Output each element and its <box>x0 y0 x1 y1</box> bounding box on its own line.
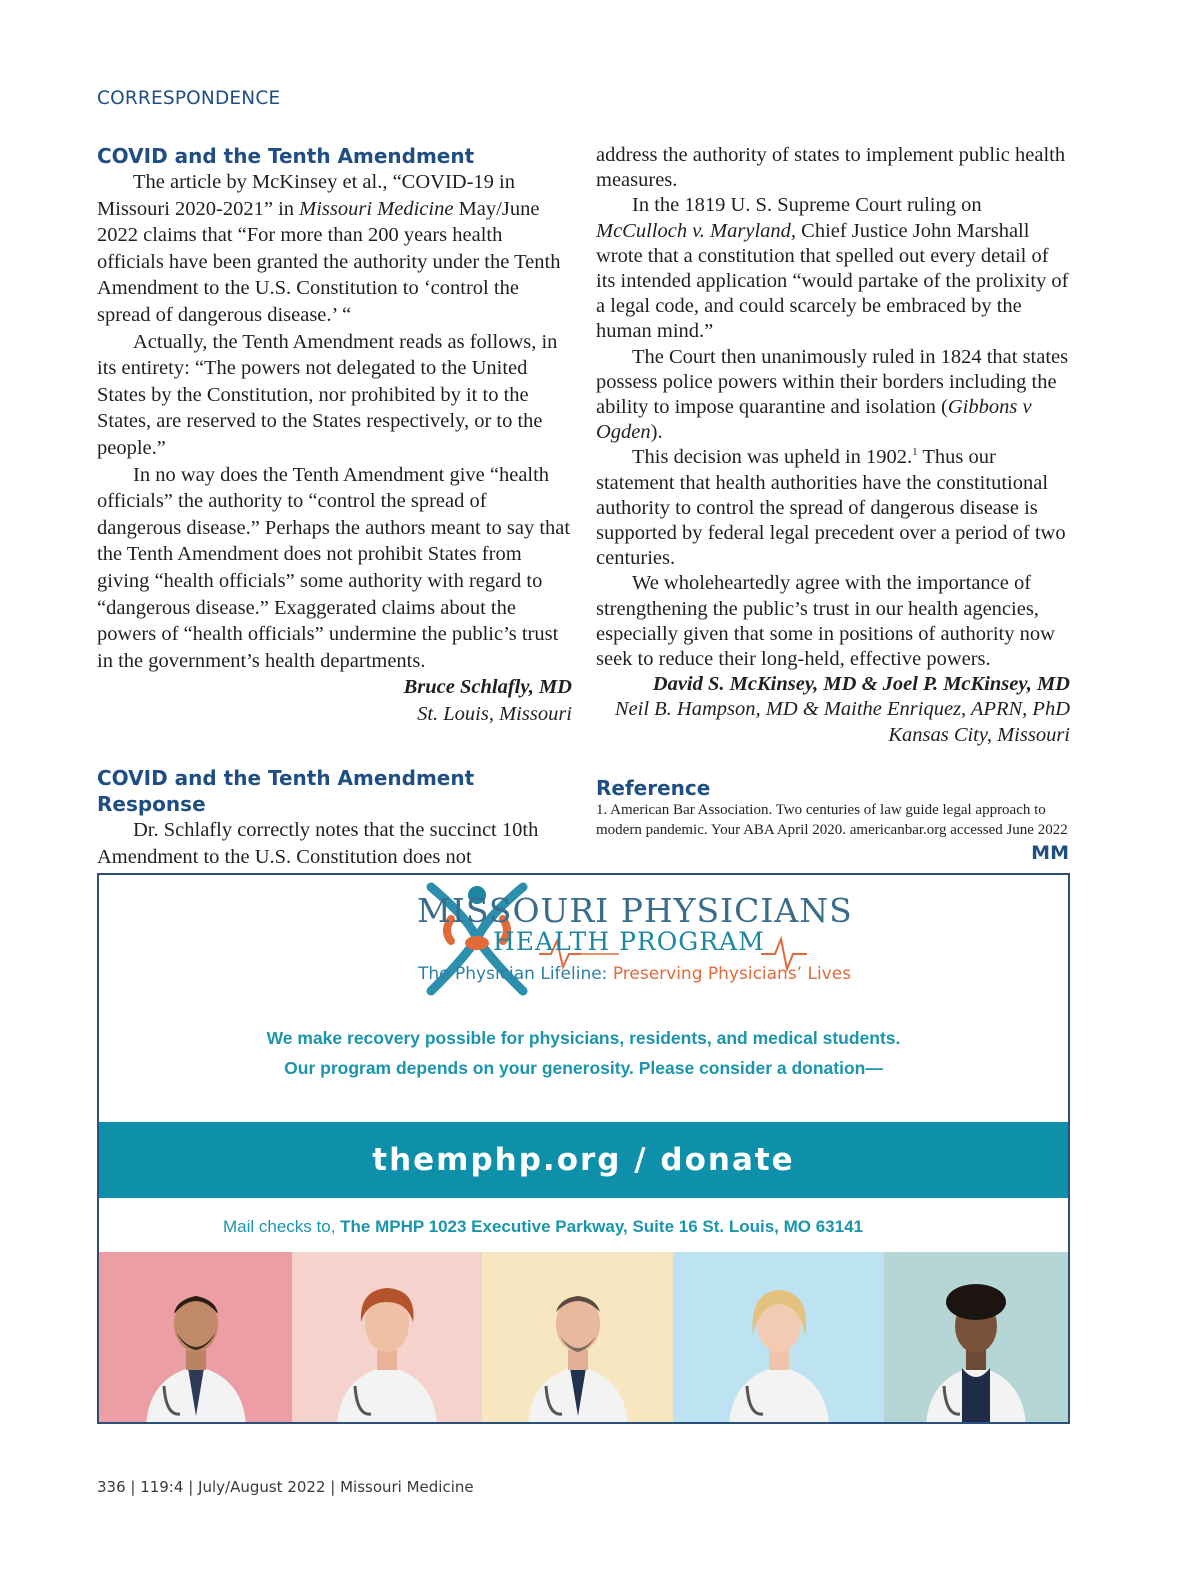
ad-message-1: We make recovery possible for physicians, residents, and medical students. <box>266 1028 901 1048</box>
response-paragraph-3: The Court then unanimously ruled in 1824 that states possess police powers within their borders including the ability to impose quarantine and isolation (Gibbons v Ogden). <box>596 345 1069 444</box>
physician-photo-5 <box>916 1266 1036 1424</box>
response-authors-2: Neil B. Hampson, MD & Maithe Enriquez, APRN, PhD <box>614 698 1070 721</box>
donate-url-link[interactable]: themphp.org / donate <box>99 1122 1068 1198</box>
response-authors-1: David S. McKinsey, MD & Joel P. McKinsey, MD <box>652 673 1070 696</box>
photo-tile-3 <box>482 1252 673 1424</box>
photo-tile-5 <box>884 1252 1068 1424</box>
photo-tile-1 <box>99 1252 292 1424</box>
physician-photo-strip <box>99 1252 1068 1424</box>
letter-title: COVID and the Tenth Amendment <box>97 144 475 168</box>
mphp-advertisement <box>97 873 1070 1424</box>
response-paragraph-2: In the 1819 U. S. Supreme Court ruling on McCulloch v. Maryland, Chief Justice John Marshall wrote that a constitution that spelled out every detail of its intended application “would partake of the prolixity of a legal code, and could scarcely be embraced by the human mind.” <box>596 194 1069 343</box>
letter-paragraph-1: The article by McKinsey et al., “COVID-19 in Missouri 2020-2021” in Missouri Medicine May/June 2022 claims that “For more than 200 years health officials have been granted the authority under the Tenth Amendment to the U.S. Constitution to ‘control the spread of dangerous disease.’ “ <box>97 171 561 326</box>
response-location: Kansas City, Missouri <box>888 723 1070 746</box>
letter-author: Bruce Schlafly, MD <box>403 676 572 699</box>
photo-tile-4 <box>673 1252 884 1424</box>
letter-location: St. Louis, Missouri <box>417 702 572 725</box>
left-column <box>97 143 572 871</box>
footnote-marker: 1 <box>912 446 918 459</box>
response-paragraph-4: This decision was upheld in 1902.$^1$ Thus our statement that health authorities have the constitutional authority to control the spread of dangerous disease is supported by federal legal precedent over a period of two centuries. <box>596 446 1066 570</box>
section-label: CORRESPONDENCE <box>97 88 281 109</box>
response-paragraph-1: Dr. Schlafly correctly notes that the succinct 10th Amendment to the U.S. Constitution does not <box>97 819 539 869</box>
ad-title-line-2: HEALTH PROGRAM <box>493 927 765 956</box>
ad-message-2: Our program depends on your generosity. Please consider a donation— <box>284 1058 883 1078</box>
physician-photo-3 <box>518 1266 638 1424</box>
reference-text: 1. American Bar Association. Two centuries of law guide legal approach to modern pandemic. Your ABA April 2020. americanbar.org accessed June 2022 <box>596 801 1068 838</box>
right-column <box>596 143 1070 840</box>
response-paragraph-5: We wholeheartedly agree with the importance of strengthening the public’s trust in our health agencies, especially given that some in positions of authority now seek to reduce their long-held, effective powers. <box>596 572 1055 671</box>
letter-paragraph-3: In no way does the Tenth Amendment give “health officials” the authority to “control the spread of dangerous disease.” Perhaps the authors meant to say that the Tenth Amendment does not prohibit States from giving “health officials” some authority with regard to “dangerous disease.” Exaggerated claims about the powers of “health officials” undermine the public’s trust in the government’s health departments. <box>97 463 571 672</box>
letter-paragraph-2: Actually, the Tenth Amendment reads as follows, in its entirety: “The powers not delegated to the United States by the Constitution, nor prohibited by it to the States, are reserved to the States respectively, or to the people.” <box>97 330 558 459</box>
page-footer: 336 | 119:4 | July/August 2022 | Missouri Medicine <box>97 1478 474 1496</box>
response-paragraph-1-continued: address the authority of states to implement public health measures. <box>596 144 1066 192</box>
mail-address: Mail checks to, The MPHP 1023 Executive Parkway, Suite 16 St. Louis, MO 63141 <box>223 1217 863 1236</box>
ad-title-line-1: MISSOURI PHYSICIANS <box>417 891 853 930</box>
response-title: COVID and the Tenth Amendment Response <box>97 766 475 817</box>
physician-photo-1 <box>136 1266 256 1424</box>
physician-photo-2 <box>327 1266 447 1424</box>
ad-tagline: The Physician Lifeline: Preserving Physicians’ Lives <box>418 964 852 984</box>
reference-title: Reference <box>596 775 711 800</box>
end-mark: MM <box>1031 842 1069 864</box>
physician-photo-4 <box>719 1266 839 1424</box>
photo-tile-2 <box>292 1252 482 1424</box>
